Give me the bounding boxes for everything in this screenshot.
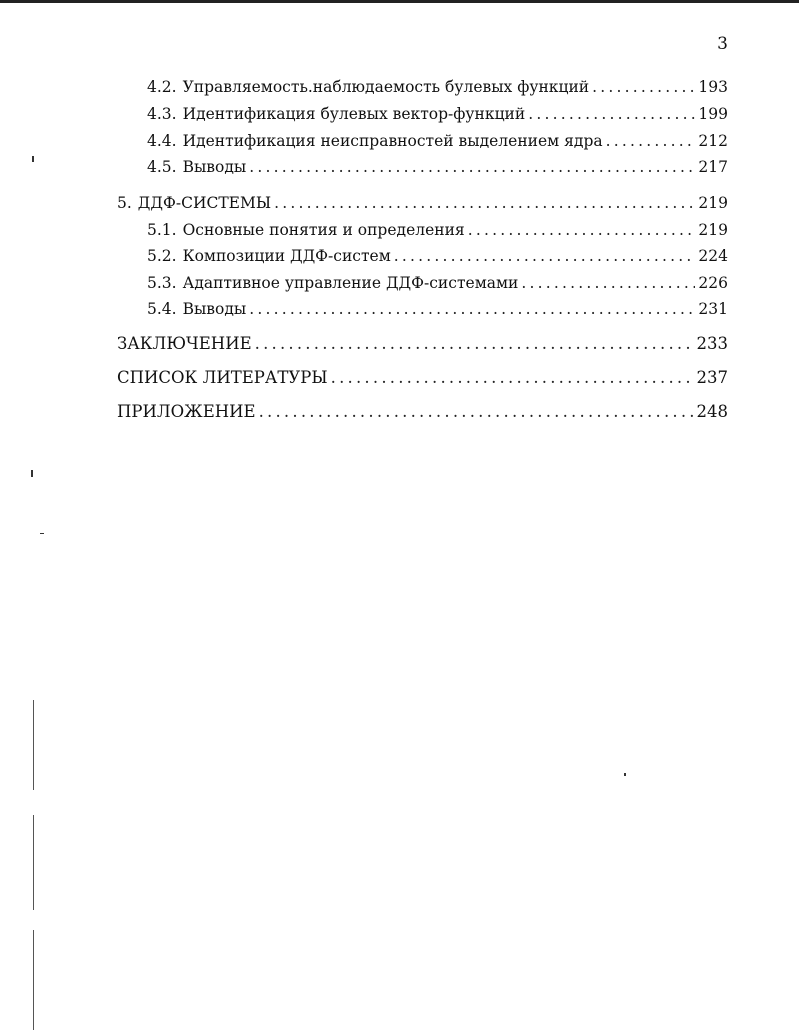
toc-entry-title: Идентификация неисправностей выделением ядра [182,132,603,150]
dot-leader [606,131,696,151]
toc-entry-page: 231 [698,300,728,318]
dot-leader [255,334,694,354]
dot-leader [468,220,696,240]
toc-entry-number: 5.2. [147,247,177,265]
toc-entry-title: Управляемость.наблюдаемость булевых функций [182,78,590,96]
toc-entry-references[interactable] [117,368,728,388]
top-border-rule [0,0,799,3]
dot-leader [259,402,694,422]
toc-entry-number: 5. [117,194,132,212]
toc-entry-appendix[interactable] [117,402,728,422]
toc-entry-title: СПИСОК ЛИТЕРАТУРЫ [117,368,328,387]
dot-leader [331,368,694,388]
toc-entry-title: ДДФ-СИСТЕМЫ [137,194,272,212]
toc-entry-number: 5.4. [147,300,177,318]
dot-leader [521,273,695,293]
toc-entry-title: Основные понятия и определения [182,221,465,239]
toc-entry-page: 217 [698,158,728,176]
toc-entry-5-4[interactable] [147,299,728,319]
toc-entry-number: 4.4. [147,132,177,150]
dot-leader [249,157,695,177]
toc-entry-4-4[interactable] [147,131,728,151]
toc-entry-page: 219 [698,194,728,212]
toc-entry-page: 199 [698,105,728,123]
toc-entry-title: Идентификация булевых вектор-функций [182,105,526,123]
scan-edge-line [33,700,34,790]
toc-entry-5[interactable] [117,193,728,213]
toc-entry-title: Выводы [182,158,247,176]
dot-leader [274,193,695,213]
toc-entry-number: 5.3. [147,274,177,292]
toc-entry-5-3[interactable] [147,273,728,293]
dot-leader [394,246,696,266]
scan-speck [624,773,626,776]
toc-entry-page: 224 [698,247,728,265]
toc-entry-page: 237 [696,368,728,387]
toc-entry-title: Выводы [182,300,247,318]
toc-entry-number: 4.2. [147,78,177,96]
scan-speck [31,470,33,477]
page-number: 3 [717,34,728,54]
scan-speck [40,533,44,534]
toc-entry-5-1[interactable] [147,220,728,240]
toc-entry-title: Адаптивное управление ДДФ-системами [182,274,519,292]
scan-edge-line [33,815,34,910]
toc-entry-number: 4.3. [147,105,177,123]
toc-entry-4-5[interactable] [147,157,728,177]
toc-entry-title: ПРИЛОЖЕНИЕ [117,402,256,421]
toc-entry-conclusion[interactable] [117,334,728,354]
toc-entry-page: 193 [698,78,728,96]
toc-entry-page: 212 [698,132,728,150]
dot-leader [249,299,695,319]
toc-entry-page: 233 [696,334,728,353]
toc-entry-title: Композиции ДДФ-систем [182,247,391,265]
toc-entry-page: 248 [696,402,728,421]
toc-entry-number: 4.5. [147,158,177,176]
dot-leader [528,104,695,124]
toc-entry-page: 226 [698,274,728,292]
dot-leader [592,77,695,97]
toc-entry-number: 5.1. [147,221,177,239]
toc-entry-4-3[interactable] [147,104,728,124]
toc-entry-4-2[interactable] [147,77,728,97]
toc-entry-page: 219 [698,221,728,239]
toc-entry-title: ЗАКЛЮЧЕНИЕ [117,334,252,353]
toc-entry-5-2[interactable] [147,246,728,266]
scan-speck [32,156,34,162]
scan-edge-line [33,930,34,1030]
